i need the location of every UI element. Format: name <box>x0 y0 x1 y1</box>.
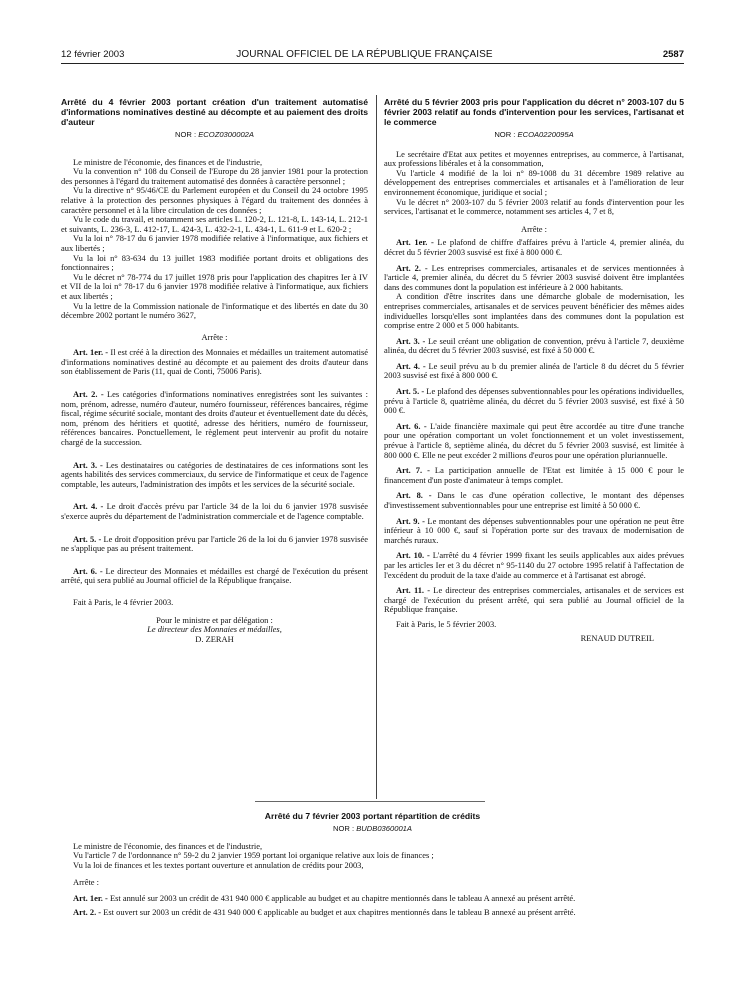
article-text: Les catégories d'informations nominatives enregistrées sont les suivantes : nom, prénom, adresse, numéro d'auteur, numéro fournisseur, références bancaires, régime fiscal, régime sécurité sociale, montant des droits d'auteur et éventuellement date du décès, nom, prénom des héritiers et quotité, adresse des héritiers, numéro de fournisseur, références bancaires. Ponctuellement, le règlement peut intervenir au profit du notaire chargé de la succession. <box>61 389 368 448</box>
article-paragraph <box>61 348 368 377</box>
article-paragraph <box>61 535 368 554</box>
article-paragraph <box>384 517 684 546</box>
visa-paragraph: Vu le code du travail, et notamment ses articles L. 120-2, L. 121-8, L. 143-14, L. 212-1 et suivants, L. 236-3, L. 412-17, L. 424-3, L. 432-2-1, L. 434-1, L. 611-9 et L. 620-2 ; <box>61 214 368 234</box>
visa-paragraph: Le ministre de l'économie, des finances et de l'industrie, <box>73 156 263 167</box>
article-text: Il est créé à la direction des Monnaies et médailles un traitement automatisé d'informations nominatives destiné au décompte et au paiement des droits d'auteur dans son établissement de Paris (11, quai de Conti, 75006 Paris). <box>61 347 368 377</box>
visa-paragraph: Vu l'article 4 modifié de la loi n° 89-1008 du 31 décembre 1989 relative au développement des entreprises commerciales et artisanales et à l'amélioration de leur environnement économique, juridique et social ; <box>384 167 684 197</box>
article-text: Le directeur des Monnaies et médailles est chargé de l'exécution du présent arrêté, qui sera publié au Journal officiel de la République française. <box>61 565 368 586</box>
article-text: Le plafond des dépenses subventionnables pour les opérations individuelles, prévu à l'article 8, quatrième alinéa, du décret du 5 février 2003 susvisé, est fixé à 50 000 €. <box>384 386 684 416</box>
article-paragraph <box>61 502 368 521</box>
article-text: Les entreprises commerciales, artisanales et de services mentionnées à l'article 4, premier alinéa, du décret du 5 février 2003 susvisé doivent être implantées dans des communes dont la population est inférieure à 2 000 habitants. <box>384 262 684 292</box>
article-number: Art. 1er. - <box>73 892 108 903</box>
article-number: Art. 10. - <box>396 550 430 561</box>
article-paragraph <box>61 908 684 918</box>
left-sig-name: D. ZERAH <box>195 633 234 644</box>
article-text: L'aide financière maximale qui peut être accordée au titre d'une tranche pour une opération comportant un volet fonctionnement et un volet investissement, prévue à l'article 8, septième alinéa, du décret du 5 février 2003 susvisé, est limitée à 800 000 €. Elle ne peut excéder 2 millions d'euros pour une opération pluriannuelle. <box>384 420 684 460</box>
bottom-section <box>61 811 684 917</box>
visa-paragraph: Vu la loi n° 83-634 du 13 juillet 1983 modifiée portant droits et obligations des fonctionnaires ; <box>61 252 368 273</box>
article-text: Dans le cas d'une opération collective, le montant des dépenses d'investissement subventionnables pour une entreprise est limité à 50 000 €. <box>384 490 684 510</box>
article-number: Art. 11. - <box>396 585 431 596</box>
article-number: Art. 2. - <box>73 906 102 917</box>
article-paragraph <box>61 390 368 448</box>
right-signature: RENAUD DUTREIL <box>580 632 654 643</box>
article-number: Art. 9. - <box>396 515 425 526</box>
article-paragraph <box>384 491 684 510</box>
article-paragraph <box>384 422 684 460</box>
right-articles <box>384 238 684 615</box>
article-text: Le directeur des entreprises commerciales, artisanales et de services est chargé de l'exécution du présent arrêté, qui sera publié au Journal officiel de la République française. <box>384 585 685 615</box>
visa-paragraph: Vu la loi n° 78-17 du 6 janvier 1978 modifiée relative à l'informatique, aux fichiers et aux libertés ; <box>61 233 368 253</box>
article-paragraph <box>384 586 684 615</box>
article-number: Art. 5. - <box>396 386 425 397</box>
header-rule <box>61 63 684 64</box>
article-paragraph <box>384 387 684 416</box>
right-title: Arrêté du 5 février 2003 pris pour l'application du décret n° 2003-107 du 5 février 2003 relatif au fonds d'intervention pour les services, l'artisanat et le commerce <box>384 97 684 127</box>
section-rule <box>255 801 485 802</box>
article-number: Art. 2. - <box>396 262 428 273</box>
visa-paragraph: Le ministre de l'économie, des finances et de l'industrie, <box>73 840 263 851</box>
article-paragraph <box>61 461 368 490</box>
left-nor: NOR : ECOZ0300002A <box>175 130 254 139</box>
article-text: La participation annuelle de l'Etat est limitée à 15 000 € pour le financement d'un poste d'animateur à temps complet. <box>384 465 684 485</box>
right-column <box>384 97 684 643</box>
article-number: Art. 1er. - <box>73 347 109 358</box>
article-text: Le plafond de chiffre d'affaires prévu à l'article 4, premier alinéa, du décret du 5 février 2003 susvisé est fixé à 800 000 €. <box>384 237 684 257</box>
bottom-visas <box>61 842 684 871</box>
visa-paragraph: Vu le décret n° 78-774 du 17 juillet 1978 pris pour l'application des chapitres Ier à IV et VII de la loi n° 78-17 du 6 janvier 1978 modifiée relative à l'informatique, aux fichiers et aux libertés ; <box>61 271 368 301</box>
visa-paragraph: Vu la lettre de la Commission nationale de l'informatique et des libertés en date du 30 décembre 2002 portant le numéro 3627, <box>61 300 368 321</box>
article-number: Art. 4. - <box>73 501 104 512</box>
header-journal-title: JOURNAL OFFICIEL DE LA RÉPUBLIQUE FRANÇAISE <box>236 49 493 60</box>
bottom-arrete: Arrête : <box>73 877 100 888</box>
left-arrete: Arrête : <box>201 331 228 342</box>
article-text: Les destinataires ou catégories de destinataires de ces informations sont les agents habilités des services commerciaux, du service de l'informatique et ceux de l'agence comptable, les auteurs, l'administration des impôts et les services de la sécurité sociale. <box>61 459 369 489</box>
right-fait: Fait à Paris, le 5 février 2003. <box>396 618 497 629</box>
article-text: Le seuil créant une obligation de convention, prévu à l'article 7, deuxième alinéa, du décret du 5 février 2003 susvisé, est fixé à 50 000 €. <box>384 335 684 356</box>
article-text: Le montant des dépenses subventionnables pour une opération ne peut être inférieur à 10 000 €, sauf si l'opération porte sur des travaux de modernisation de marchés ruraux. <box>384 515 684 545</box>
bottom-title: Arrêté du 7 février 2003 portant répartition de crédits <box>264 811 481 821</box>
article-paragraph <box>384 264 684 293</box>
page-header <box>61 49 684 63</box>
left-sig-line2: Le directeur des Monnaies et médailles, <box>147 624 282 635</box>
article-text: Est annulé sur 2003 un crédit de 431 940 000 € applicable au budget et au chapitre mentionnés dans le tableau A annexé au présent arrêté. <box>107 892 576 903</box>
article-number: Art. 5. - <box>73 533 102 544</box>
visa-paragraph: Le secrétaire d'Etat aux petites et moyennes entreprises, au commerce, à l'artisanat, aux professions libérales et à la consommation, <box>384 148 684 169</box>
article-text: Est ouvert sur 2003 un crédit de 431 940 000 € applicable au budget et aux chapitres mentionnés dans le tableau B annexé au présent arrêté. <box>101 906 576 917</box>
article-text: Le droit d'opposition prévu par l'article 26 de la loi du 6 janvier 1978 susvisée ne s'applique pas au présent traitement. <box>61 533 368 554</box>
visa-paragraph: Vu la convention n° 108 du Conseil de l'Europe du 28 janvier 1981 pour la protection des personnes à l'égard du traitement automatisé des données à caractère personnel ; <box>61 166 368 186</box>
article-number: Art. 3. - <box>73 459 103 470</box>
article-number: Art. 6. - <box>396 420 427 431</box>
article-text: Le droit d'accès prévu par l'article 34 de la loi du 6 janvier 1978 susvisée s'exerce auprès du département de l'administration commerciale et de l'agence comptable. <box>61 501 368 521</box>
visa-paragraph: Vu l'article 7 de l'ordonnance n° 59-2 du 2 janvier 1959 portant loi organique relative aux lois de finances ; <box>73 850 434 861</box>
left-sig-line1: Pour le ministre et par délégation : <box>156 614 273 625</box>
article-paragraph <box>384 292 684 330</box>
article-paragraph <box>384 362 684 381</box>
article-paragraph <box>384 466 684 485</box>
visa-paragraph: Vu le décret n° 2003-107 du 5 février 2003 relatif au fonds d'intervention pour les services, l'artisanat et le commerce, notamment ses articles 4, 7 et 8, <box>384 196 684 217</box>
article-number: Art. 6. - <box>73 565 103 576</box>
left-title: Arrêté du 4 février 2003 portant création d'un traitement automatisé d'informations nominatives destiné au décompte et au paiement des droits d'auteur <box>61 97 368 127</box>
article-number: Art. 4. - <box>396 360 426 371</box>
article-paragraph <box>61 567 368 586</box>
article-number: Art. 1er. - <box>396 237 434 248</box>
right-arrete: Arrête : <box>520 223 547 234</box>
article-text: A condition d'être inscrites dans une démarche globale de modernisation, les entreprises commerciales, artisanales et de services peuvent bénéficier des mêmes aides individuelles lorsqu'elles sont implantées dans des communes dont la population est comprise entre 2 000 et 5 000 habitants. <box>384 291 684 331</box>
header-page-number: 2587 <box>662 49 684 60</box>
article-paragraph <box>384 337 684 356</box>
left-fait: Fait à Paris, le 4 février 2003. <box>73 596 174 607</box>
left-column <box>61 97 368 644</box>
article-number: Art. 8. - <box>396 490 432 501</box>
header-date: 12 février 2003 <box>61 49 125 60</box>
article-paragraph <box>384 551 684 580</box>
visa-paragraph: Vu la loi de finances et les textes portant ouverture et annulation de crédits pour 2003, <box>73 859 364 870</box>
bottom-articles <box>61 894 684 917</box>
article-text: L'arrêté du 4 février 1999 fixant les seuils applicables aux aides prévues par les articles Ier et 3 du décret n° 95-1140 du 27 octobre 1995 relatif à l'affectation de l'excédent du produit de la taxe d'aide au commerce et à l'artisanat est abrogé. <box>384 550 684 580</box>
article-number: Art. 7. - <box>396 465 430 476</box>
article-number: Art. 3. - <box>396 335 426 346</box>
right-nor: NOR : ECOA0220095A <box>494 130 574 139</box>
article-paragraph <box>384 238 684 257</box>
right-visas <box>384 150 684 217</box>
left-articles <box>61 348 368 586</box>
article-paragraph <box>61 894 684 904</box>
article-number: Art. 2. - <box>73 389 104 400</box>
visa-paragraph: Vu la directive n° 95/46/CE du Parlement européen et du Conseil du 24 octobre 1995 relative à la protection des personnes physiques à l'égard du traitement des données à caractère personnel et à la libre circulation de ces données ; <box>61 185 368 215</box>
left-visas <box>61 158 368 321</box>
article-text: Le seuil prévu au b du premier alinéa de l'article 8 du décret du 5 février 2003 susvisé est fixé à 800 000 €. <box>384 360 684 381</box>
bottom-nor: NOR : BUDB0360001A <box>333 824 412 833</box>
column-separator <box>376 95 377 799</box>
